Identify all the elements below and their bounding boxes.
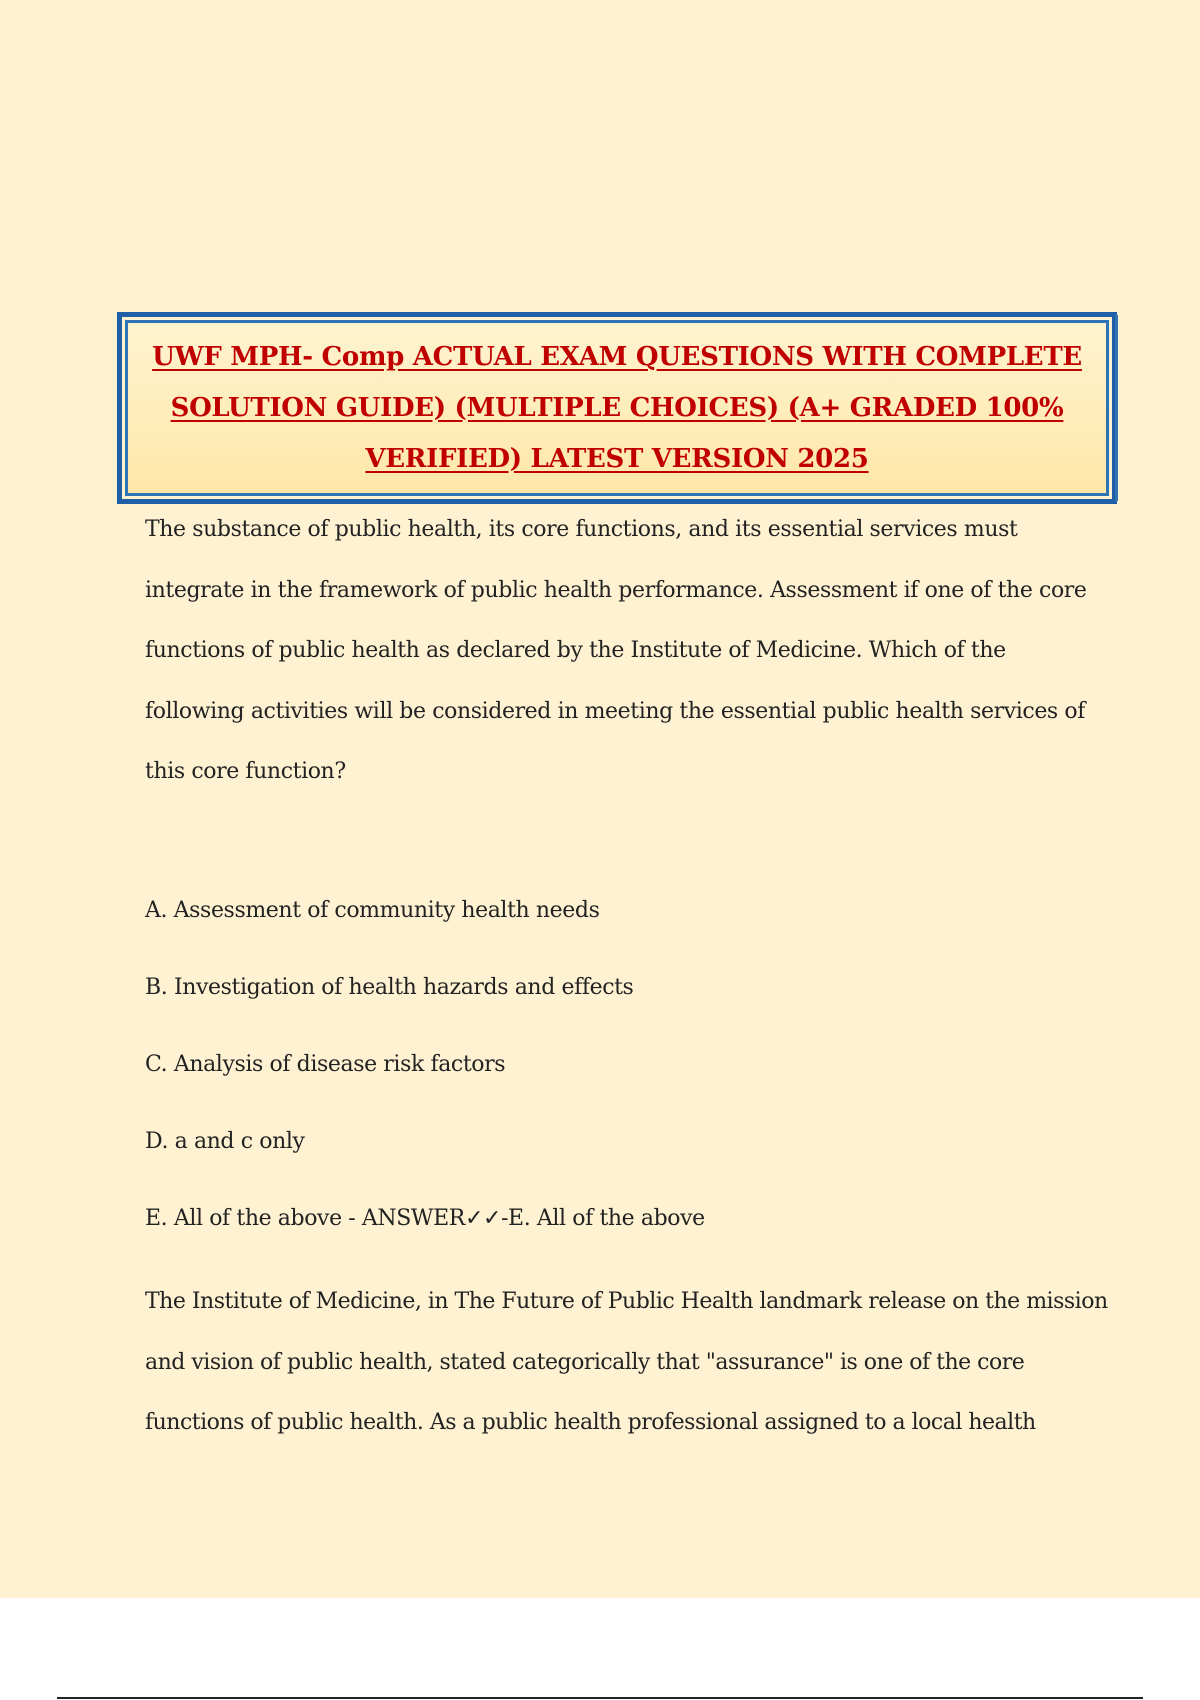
option-a: A. Assessment of community health needs — [145, 898, 600, 923]
question-1-options — [145, 885, 1095, 1270]
question-1 — [145, 500, 1095, 803]
option-c: C. Analysis of disease risk factors — [145, 1052, 506, 1077]
option-d: D. a and c only — [145, 1129, 305, 1154]
question-1-stem: The substance of public health, its core functions, and its essential services must integrate in the framework of public health performance. Assessment if one of the core functions of public health as declared by the Institute of Medicine. Which of the following activities will be considered in meeting the essential public health services of this core function? — [145, 517, 1087, 784]
question-2-stem: The Institute of Medicine, in The Future of Public Health landmark release on the mission and vision of public health, stated categorically that "assurance" is one of the core functions of public health. As a public health professional assigned to a local health — [145, 1289, 1108, 1435]
title-box — [125, 320, 1109, 496]
option-e-answer: E. All of the above - ANSWER✓✓-E. All of the above — [145, 1206, 705, 1231]
footer-rule — [57, 1697, 1143, 1699]
document-title: UWF MPH- Comp ACTUAL EXAM QUESTIONS WITH COMPLETE SOLUTION GUIDE) (MULTIPLE CHOICES) (A+ GRADED 100% VERIFIED) LATEST VERSION 2025 — [152, 341, 1082, 474]
option-b: B. Investigation of health hazards and effects — [145, 975, 634, 1000]
